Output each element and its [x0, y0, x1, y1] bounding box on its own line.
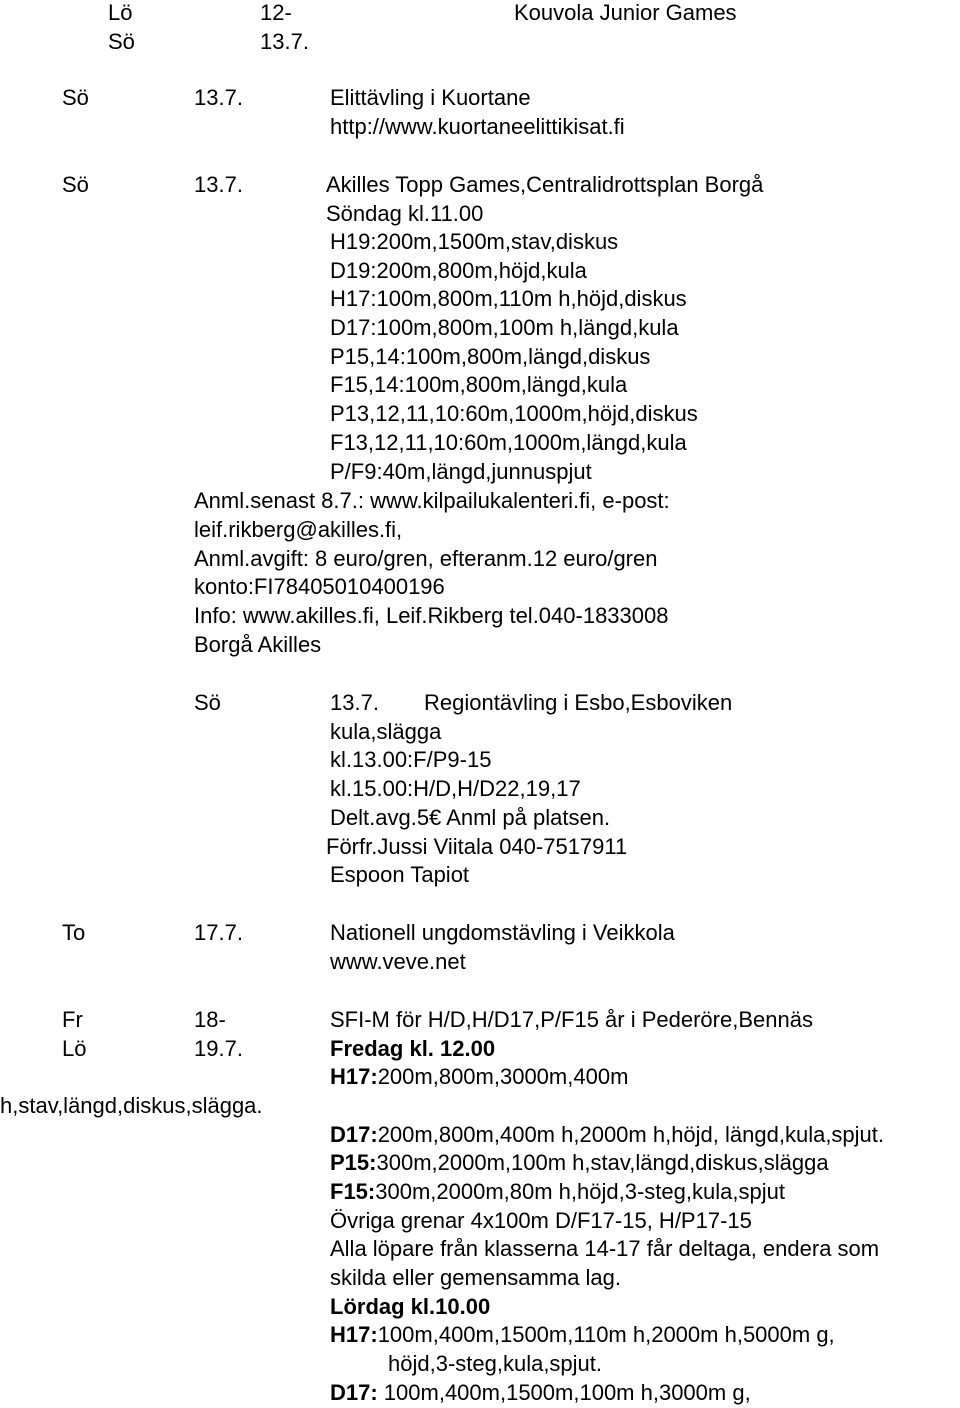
event-url[interactable]: http://www.kuortaneelittikisat.fi: [330, 114, 625, 139]
class-label: D17:: [330, 1380, 378, 1405]
event-line: h,stav,längd,diskus,slägga.: [0, 1093, 263, 1118]
event-line: P15,14:100m,800m,längd,diskus: [330, 344, 651, 369]
event-line: P/F9:40m,längd,junnuspjut: [330, 459, 592, 484]
date-label: 13.7.: [194, 85, 243, 110]
event-line: Förfr.Jussi Viitala 040-7517911: [326, 834, 628, 859]
date-label: 13.7.: [330, 690, 379, 715]
event-line: F13,12,11,10:60m,1000m,längd,kula: [330, 430, 687, 455]
event-title: Nationell ungdomstävling i Veikkola: [330, 920, 675, 945]
day-label: Sö: [62, 85, 89, 110]
event-line: Alla löpare från klasserna 14-17 får deltaga, endera som: [330, 1236, 880, 1261]
event-title: SFI-M för H/D,H/D17,P/F15 år i Pederöre,Bennäs: [330, 1007, 813, 1032]
schedule-heading: Fredag kl. 12.00: [330, 1036, 496, 1061]
date-label: 18-: [194, 1007, 226, 1032]
event-line: Delt.avg.5€ Anml på platsen.: [330, 805, 611, 830]
event-title: Elittävling i Kuortane: [330, 85, 531, 110]
event-title: Regiontävling i Esbo,Esboviken: [424, 690, 733, 715]
event-line: kula,slägga: [330, 719, 442, 744]
event-title: Kouvola Junior Games: [514, 0, 737, 25]
date-label: 17.7.: [194, 920, 243, 945]
date-label: 13.7.: [260, 29, 309, 54]
event-line: [330, 1124, 884, 1146]
event-note: Borgå Akilles: [194, 632, 322, 657]
event-line: D19:200m,800m,höjd,kula: [330, 258, 587, 283]
day-label: Sö: [62, 172, 89, 197]
class-label: H17:: [330, 1322, 378, 1347]
event-note: leif.rikberg@akilles.fi,: [194, 517, 403, 542]
event-line: Söndag kl.11.00: [326, 201, 484, 226]
event-line: [330, 1066, 628, 1088]
class-events: 100m,400m,1500m,110m h,2000m h,5000m g,: [377, 1322, 835, 1347]
event-note: Anml.senast 8.7.: www.kilpailukalenteri.fi, e-post:: [194, 488, 670, 513]
event-line: Övriga grenar 4x100m D/F17-15, H/P17-15: [330, 1208, 752, 1233]
day-label: Lö: [108, 0, 133, 25]
date-label: 13.7.: [194, 172, 243, 197]
event-line: H17:100m,800m,110m h,höjd,diskus: [330, 286, 687, 311]
event-note: Anml.avgift: 8 euro/gren, efteranm.12 euro/gren: [194, 546, 658, 571]
class-label: D17:: [330, 1122, 378, 1147]
class-label: F15:: [330, 1179, 376, 1204]
event-line: [330, 1382, 751, 1404]
event-line: skilda eller gemensamma lag.: [330, 1265, 622, 1290]
event-line: H19:200m,1500m,stav,diskus: [330, 229, 619, 254]
date-label: 19.7.: [194, 1036, 243, 1061]
event-line: F15,14:100m,800m,längd,kula: [330, 372, 628, 397]
class-events: 200m,800m,3000m,400m: [377, 1064, 629, 1089]
event-title: Akilles Topp Games,Centralidrottsplan Borgå: [326, 172, 764, 197]
event-line: [330, 1152, 829, 1174]
event-line: D17:100m,800m,100m h,längd,kula: [330, 315, 679, 340]
event-line: [330, 1181, 785, 1203]
event-line: Espoon Tapiot: [330, 862, 470, 887]
class-events: 200m,800m,400m h,2000m h,höjd, längd,kula,spjut.: [377, 1122, 885, 1147]
event-line: kl.13.00:F/P9-15: [330, 747, 492, 772]
day-label: Fr: [62, 1007, 83, 1032]
day-label: Lö: [62, 1036, 87, 1061]
class-label: H17:: [330, 1064, 378, 1089]
schedule-heading: Lördag kl.10.00: [330, 1294, 491, 1319]
event-line: P13,12,11,10:60m,1000m,höjd,diskus: [330, 401, 698, 426]
event-url[interactable]: www.veve.net: [330, 949, 466, 974]
class-events: 300m,2000m,100m h,stav,längd,diskus,slägga: [376, 1150, 829, 1175]
event-line: [330, 1324, 835, 1346]
event-note: konto:FI78405010400196: [194, 574, 445, 599]
day-label: To: [62, 920, 86, 945]
event-line: kl.15.00:H/D,H/D22,19,17: [330, 776, 581, 801]
day-label: Sö: [194, 690, 221, 715]
event-line: höjd,3-steg,kula,spjut.: [388, 1351, 603, 1376]
class-events: 100m,400m,1500m,100m h,3000m g,: [377, 1380, 751, 1405]
class-label: P15:: [330, 1150, 377, 1175]
class-events: 300m,2000m,80m h,höjd,3-steg,kula,spjut: [375, 1179, 785, 1204]
event-note: Info: www.akilles.fi, Leif.Rikberg tel.040-1833008: [194, 603, 669, 628]
day-label: Sö: [108, 29, 135, 54]
date-label: 12-: [260, 0, 292, 25]
